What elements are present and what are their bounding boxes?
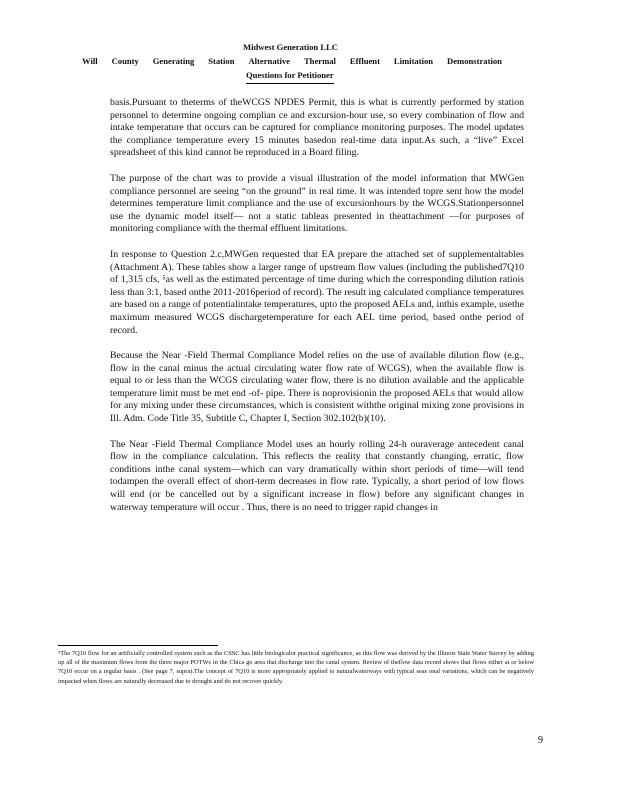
paragraph: The Near -Field Thermal Compliance Model uses an hourly rolling 24-h ouraverage antecedent canal flow in the compliance calculation. This reflects the reality that constantly changing, erratic, flow conditions inthe canal system—which can vary dramatically within short periods of time—will tend todampen the overall effect of short-term decreases in flow rate. Typically, a short period of low flows will end (or be cancelled out by a significant increase in flow) before any significant changes in waterway temperature will occur . Thus, there is no need to trigger rapid changes in (110, 438, 524, 513)
paragraph: basis.Pursuant to theterms of theWCGS NPDES Permit, this is what is currently performed by station personnel to determine ongoing complian ce and excursion-hour use, so every combination of flow and intake temperature that occurs can be captured for compliance monitoring purposes. The model updates the compliance temperature every 15 minutes basedon real-time data input.As such, a “live” Excel spreadsheet of this kind cannot be reproduced in a Board filing. (110, 97, 524, 159)
document-body (110, 97, 524, 527)
header-word: Generating (152, 56, 195, 66)
header-company: Midwest Generation LLC (243, 42, 339, 52)
header-word: Will (82, 56, 98, 66)
header-subtitle: Questions for Petitioner (246, 68, 334, 84)
header-word: Demonstration (447, 56, 502, 66)
footnote-divider (58, 645, 218, 646)
header-word: Limitation (393, 56, 434, 66)
header-word: Station (208, 56, 235, 66)
header-word: County (111, 56, 139, 66)
page-number: 9 (538, 735, 543, 746)
header-title (82, 54, 502, 68)
paragraph: In response to Question 2.c,MWGen requested that EA prepare the attached set of supplementaltables (Attachment A). These tables show a larger range of upstream flow values (including the published7Q10 of 1,315 cfs, ⁵as well as the estimated percentage of time during which the corresponding dilution ratiois less than 3:1, based onthe 2011-2016period of record). The result ing calculated compliance temperatures are based on a range of potentialintake temperatures, upto the proposed AELs and, inthis example, usethe maximum measured WCGS dischargetemperature for each AEL time period, based onthe period of record. (110, 248, 524, 336)
paragraph: Because the Near -Field Thermal Compliance Model relies on the use of available dilution flow (e.g., flow in the canal minus the actual circulating water flow rate of WCGS), when the available flow is equal to or less than the WCGS circulating water flow, there is no dilution available and the applicable temperature limit must be met end -of- pipe. There is noprovisionin the proposed AELs that would allow for any mixing under these circumstances, which is consistent withthe original mixing zone provisions in Ill. Adm. Code Title 35, Subtitle C, Chapter I, Section 302.102(b)(10). (110, 350, 524, 425)
header-word: Alternative (248, 56, 290, 66)
paragraph: The purpose of the chart was to provide a visual illustration of the model information that MWGen compliance personnel are seeing “on the ground” in real time. It was intended topre sent how the model determines temperature limit compliance and the use of excursionhours by the WCGS.Stationpersonnel use the dynamic model itself— not a static tableas presented in theattachment —for purposes of monitoring compliance with the thermal effluent limitations. (110, 172, 524, 235)
header-word: Thermal (303, 56, 336, 66)
header-word: Effluent (349, 56, 380, 66)
footnote: ⁵The 7Q10 flow for an artificially controlled system such as the CSSC has little biologicalor practical significance, as this flow was derived by the Illinois State Water Survey by adding up all of the maximum flows from the three major POTWs in the Chica go area that discharge into the canal system. Review of theflow data record shows that flows either at or below 7Q10 occur on a regular basis . (See page 7, supra).The concept of 7Q10 is more appropriately applied to naturalwaterways with typical seas onal variations, which can be negatively impacted when flows are naturally decreased due to drought and do not recover quickly. (58, 650, 534, 685)
